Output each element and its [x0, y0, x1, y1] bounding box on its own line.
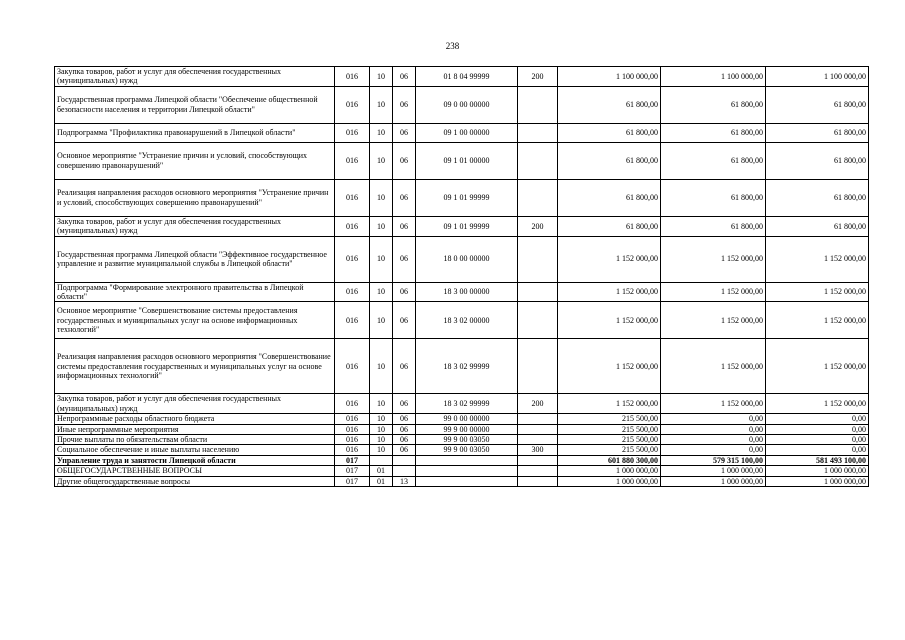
- cell-name: Закупка товаров, работ и услуг для обеспечения государственных (муниципальных) нужд: [55, 67, 335, 87]
- table-row: [55, 339, 869, 394]
- cell-amount-year3: 1 152 000,00: [766, 282, 869, 302]
- cell-admin-code: 016: [335, 445, 370, 455]
- page-number: 238: [445, 41, 460, 51]
- cell-expense-kind: [518, 236, 558, 282]
- cell-amount-year1: 61 800,00: [558, 179, 661, 216]
- cell-name: Иные непрограммные мероприятия: [55, 424, 335, 434]
- cell-expense-kind: [518, 424, 558, 434]
- cell-amount-year1: 1 000 000,00: [558, 476, 661, 486]
- cell-amount-year1: 1 152 000,00: [558, 282, 661, 302]
- table-row: [55, 216, 869, 236]
- cell-subsection: 06: [393, 302, 416, 339]
- cell-expense-kind: [518, 282, 558, 302]
- cell-amount-year1: 61 800,00: [558, 86, 661, 123]
- table-row: [55, 302, 869, 339]
- cell-admin-code: 016: [335, 86, 370, 123]
- cell-subsection: 06: [393, 282, 416, 302]
- table-row: [55, 236, 869, 282]
- cell-amount-year2: 61 800,00: [661, 142, 766, 179]
- table-row: [55, 282, 869, 302]
- cell-name: Реализация направления расходов основного мероприятия "Совершенствование системы предоставления государственных и муниципальных услуг на основе информационных технологий": [55, 339, 335, 394]
- cell-subsection: 06: [393, 424, 416, 434]
- cell-name: Основное мероприятие "Совершенствование системы предоставления государственных и муниципальных услуг на основе информационных технологий": [55, 302, 335, 339]
- cell-target-code: 09 0 00 00000: [416, 86, 518, 123]
- cell-target-code: 09 1 01 99999: [416, 216, 518, 236]
- cell-amount-year1: 61 800,00: [558, 216, 661, 236]
- cell-admin-code: 016: [335, 339, 370, 394]
- cell-section: 10: [370, 123, 393, 142]
- cell-subsection: 06: [393, 339, 416, 394]
- table-row: [55, 424, 869, 434]
- cell-admin-code: 016: [335, 424, 370, 434]
- cell-amount-year1: 215 500,00: [558, 414, 661, 424]
- cell-expense-kind: 200: [518, 394, 558, 414]
- cell-target-code: 99 9 00 03050: [416, 445, 518, 455]
- cell-amount-year3: 1 000 000,00: [766, 476, 869, 486]
- cell-subsection: 06: [393, 179, 416, 216]
- cell-admin-code: 016: [335, 394, 370, 414]
- cell-name: Государственная программа Липецкой области "Обеспечение общественной безопасности населения и территории Липецкой области": [55, 86, 335, 123]
- cell-amount-year3: 1 152 000,00: [766, 302, 869, 339]
- cell-section: 10: [370, 445, 393, 455]
- cell-name: Реализация направления расходов основного мероприятия "Устранение причин и условий, способствующих совершению правонарушений": [55, 179, 335, 216]
- table-row: [55, 394, 869, 414]
- cell-subsection: 06: [393, 394, 416, 414]
- table-row: [55, 435, 869, 445]
- table-row: [55, 414, 869, 424]
- cell-amount-year2: 0,00: [661, 445, 766, 455]
- cell-amount-year2: 61 800,00: [661, 179, 766, 216]
- cell-expense-kind: [518, 476, 558, 486]
- cell-amount-year3: 0,00: [766, 445, 869, 455]
- cell-admin-code: 016: [335, 179, 370, 216]
- cell-admin-code: 016: [335, 67, 370, 87]
- cell-amount-year3: 0,00: [766, 424, 869, 434]
- cell-section: 10: [370, 282, 393, 302]
- cell-admin-code: 016: [335, 435, 370, 445]
- cell-name: Подпрограмма "Формирование электронного правительства в Липецкой области": [55, 282, 335, 302]
- cell-subsection: 06: [393, 216, 416, 236]
- cell-section: 10: [370, 414, 393, 424]
- table-row: [55, 466, 869, 476]
- cell-expense-kind: 300: [518, 445, 558, 455]
- cell-amount-year2: 1 152 000,00: [661, 339, 766, 394]
- cell-section: 01: [370, 476, 393, 486]
- cell-name: Государственная программа Липецкой области "Эффективное государственное управление и развитие муниципальной службы в Липецкой области": [55, 236, 335, 282]
- cell-amount-year1: 1 152 000,00: [558, 394, 661, 414]
- cell-name: Подпрограмма "Профилактика правонарушений в Липецкой области": [55, 123, 335, 142]
- cell-subsection: 06: [393, 414, 416, 424]
- cell-admin-code: 017: [335, 455, 370, 465]
- cell-subsection: 06: [393, 435, 416, 445]
- cell-admin-code: 016: [335, 414, 370, 424]
- cell-name: Непрограммные расходы областного бюджета: [55, 414, 335, 424]
- cell-name: Прочие выплаты по обязательствам области: [55, 435, 335, 445]
- cell-amount-year2: 0,00: [661, 424, 766, 434]
- cell-admin-code: 016: [335, 282, 370, 302]
- cell-amount-year2: 1 152 000,00: [661, 302, 766, 339]
- cell-amount-year1: 1 152 000,00: [558, 339, 661, 394]
- table-body: [55, 67, 869, 487]
- cell-admin-code: 016: [335, 216, 370, 236]
- cell-name: Закупка товаров, работ и услуг для обеспечения государственных (муниципальных) нужд: [55, 394, 335, 414]
- cell-target-code: 09 1 01 00000: [416, 142, 518, 179]
- cell-section: 10: [370, 394, 393, 414]
- cell-amount-year2: 61 800,00: [661, 216, 766, 236]
- cell-amount-year1: 215 500,00: [558, 435, 661, 445]
- cell-expense-kind: [518, 142, 558, 179]
- cell-admin-code: 017: [335, 476, 370, 486]
- cell-amount-year3: 581 493 100,00: [766, 455, 869, 465]
- cell-section: 10: [370, 142, 393, 179]
- cell-amount-year3: 0,00: [766, 435, 869, 445]
- cell-amount-year3: 61 800,00: [766, 179, 869, 216]
- cell-amount-year1: 215 500,00: [558, 424, 661, 434]
- cell-target-code: [416, 466, 518, 476]
- cell-admin-code: 017: [335, 466, 370, 476]
- table-row: [55, 142, 869, 179]
- cell-name: Другие общегосударственные вопросы: [55, 476, 335, 486]
- cell-amount-year3: 1 152 000,00: [766, 339, 869, 394]
- table-row: [55, 179, 869, 216]
- cell-amount-year2: 61 800,00: [661, 86, 766, 123]
- cell-target-code: 99 9 00 03050: [416, 435, 518, 445]
- cell-target-code: [416, 476, 518, 486]
- cell-expense-kind: [518, 179, 558, 216]
- cell-expense-kind: [518, 466, 558, 476]
- cell-amount-year2: 0,00: [661, 414, 766, 424]
- cell-section: 10: [370, 424, 393, 434]
- table-row: [55, 67, 869, 87]
- budget-table: [54, 66, 869, 487]
- cell-amount-year3: 0,00: [766, 414, 869, 424]
- cell-amount-year1: 61 800,00: [558, 142, 661, 179]
- cell-amount-year2: 579 315 100,00: [661, 455, 766, 465]
- cell-amount-year2: 1 000 000,00: [661, 476, 766, 486]
- cell-section: 10: [370, 179, 393, 216]
- cell-amount-year2: 1 152 000,00: [661, 394, 766, 414]
- cell-amount-year3: 1 152 000,00: [766, 394, 869, 414]
- cell-expense-kind: [518, 302, 558, 339]
- cell-section: 01: [370, 466, 393, 476]
- cell-admin-code: 016: [335, 302, 370, 339]
- cell-section: [370, 455, 393, 465]
- cell-section: 10: [370, 86, 393, 123]
- cell-amount-year3: 1 100 000,00: [766, 67, 869, 87]
- cell-section: 10: [370, 67, 393, 87]
- cell-expense-kind: [518, 414, 558, 424]
- cell-target-code: 99 0 00 00000: [416, 414, 518, 424]
- cell-target-code: 18 3 02 99999: [416, 394, 518, 414]
- cell-amount-year3: 61 800,00: [766, 123, 869, 142]
- cell-amount-year2: 1 152 000,00: [661, 236, 766, 282]
- table-row: [55, 123, 869, 142]
- cell-target-code: 18 0 00 00000: [416, 236, 518, 282]
- cell-target-code: 99 9 00 00000: [416, 424, 518, 434]
- cell-subsection: 06: [393, 445, 416, 455]
- cell-name: ОБЩЕГОСУДАРСТВЕННЫЕ ВОПРОСЫ: [55, 466, 335, 476]
- cell-amount-year3: 1 152 000,00: [766, 236, 869, 282]
- table-row: [55, 455, 869, 465]
- cell-amount-year1: 601 880 300,00: [558, 455, 661, 465]
- cell-expense-kind: 200: [518, 67, 558, 87]
- cell-name: Закупка товаров, работ и услуг для обеспечения государственных (муниципальных) нужд: [55, 216, 335, 236]
- cell-admin-code: 016: [335, 123, 370, 142]
- cell-name: Управление труда и занятости Липецкой области: [55, 455, 335, 465]
- cell-section: 10: [370, 435, 393, 445]
- cell-amount-year1: 215 500,00: [558, 445, 661, 455]
- cell-section: 10: [370, 302, 393, 339]
- cell-amount-year3: 61 800,00: [766, 86, 869, 123]
- cell-expense-kind: [518, 435, 558, 445]
- cell-expense-kind: [518, 339, 558, 394]
- cell-subsection: 06: [393, 142, 416, 179]
- cell-amount-year1: 1 100 000,00: [558, 67, 661, 87]
- cell-expense-kind: [518, 455, 558, 465]
- cell-expense-kind: [518, 123, 558, 142]
- cell-subsection: 06: [393, 236, 416, 282]
- cell-target-code: 18 3 00 00000: [416, 282, 518, 302]
- cell-name: Основное мероприятие "Устранение причин и условий, способствующих совершению правонарушений": [55, 142, 335, 179]
- table-row: [55, 86, 869, 123]
- cell-amount-year2: 1 000 000,00: [661, 466, 766, 476]
- cell-admin-code: 016: [335, 142, 370, 179]
- cell-amount-year2: 1 100 000,00: [661, 67, 766, 87]
- cell-expense-kind: 200: [518, 216, 558, 236]
- cell-target-code: 09 1 00 00000: [416, 123, 518, 142]
- cell-name: Социальное обеспечение и иные выплаты населению: [55, 445, 335, 455]
- cell-amount-year1: 1 152 000,00: [558, 302, 661, 339]
- table-row: [55, 445, 869, 455]
- cell-target-code: [416, 455, 518, 465]
- table-row: [55, 476, 869, 486]
- cell-amount-year3: 61 800,00: [766, 142, 869, 179]
- cell-target-code: 18 3 02 00000: [416, 302, 518, 339]
- cell-amount-year2: 0,00: [661, 435, 766, 445]
- cell-subsection: 06: [393, 67, 416, 87]
- cell-subsection: 06: [393, 86, 416, 123]
- cell-target-code: 01 8 04 99999: [416, 67, 518, 87]
- cell-subsection: 13: [393, 476, 416, 486]
- cell-section: 10: [370, 236, 393, 282]
- cell-target-code: 18 3 02 99999: [416, 339, 518, 394]
- cell-section: 10: [370, 216, 393, 236]
- cell-amount-year2: 1 152 000,00: [661, 282, 766, 302]
- cell-amount-year1: 1 152 000,00: [558, 236, 661, 282]
- cell-amount-year1: 1 000 000,00: [558, 466, 661, 476]
- cell-section: 10: [370, 339, 393, 394]
- cell-expense-kind: [518, 86, 558, 123]
- cell-amount-year3: 1 000 000,00: [766, 466, 869, 476]
- cell-subsection: [393, 455, 416, 465]
- cell-amount-year3: 61 800,00: [766, 216, 869, 236]
- cell-subsection: 06: [393, 123, 416, 142]
- cell-admin-code: 016: [335, 236, 370, 282]
- cell-amount-year1: 61 800,00: [558, 123, 661, 142]
- cell-amount-year2: 61 800,00: [661, 123, 766, 142]
- cell-target-code: 09 1 01 99999: [416, 179, 518, 216]
- cell-subsection: [393, 466, 416, 476]
